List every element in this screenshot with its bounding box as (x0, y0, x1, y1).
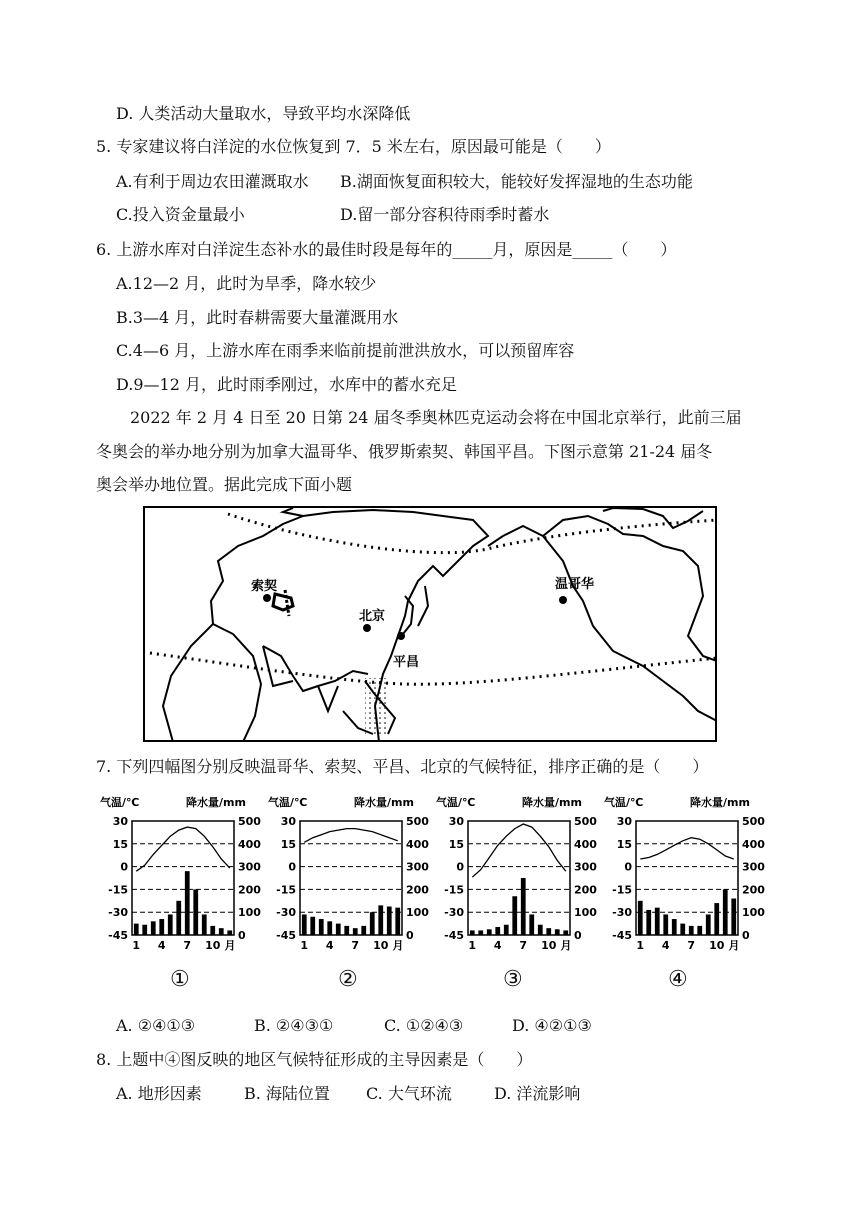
precip-bar (638, 901, 643, 935)
temp-tick-label: -15 (444, 883, 464, 897)
temp-tick-label: -30 (444, 906, 464, 920)
month-unit-label: 月 (728, 939, 740, 952)
month-tick-label: 1 (636, 939, 645, 952)
precip-bar (723, 889, 728, 935)
beijing-label: 北京 (359, 609, 386, 624)
precip-bar (538, 925, 543, 935)
precip-bar (546, 928, 551, 935)
q5-option-b: B.湖面恢复面积较大，能较好发挥湿地的生态功能 (340, 172, 693, 191)
month-tick-label: 7 (519, 939, 528, 952)
q6-option-b: B.3—4 月，此时春耕需要大量灌溉用水 (116, 308, 399, 327)
precip-tick-label: 0 (238, 929, 246, 942)
intro-paragraph-line-1: 2022 年 2 月 4 日至 20 日第 24 届冬季奥林匹克运动会将在中国北京举行，此前三届 (130, 408, 742, 427)
temperature-curve (304, 829, 398, 843)
q8-option-d: D. 洋流影响 (494, 1084, 581, 1103)
chart-marker-2: ② (338, 967, 358, 992)
temp-tick-label: -45 (444, 929, 464, 942)
winter-olympics-host-map (143, 506, 717, 742)
precip-bar (353, 928, 358, 935)
q8-option-c: C. 大气环流 (366, 1084, 452, 1103)
temp-axis-title: 气温/℃ (268, 796, 308, 809)
pyeongchang-marker (397, 632, 405, 640)
precip-bar (302, 914, 307, 935)
precip-axis-title: 降水量/mm (522, 796, 582, 809)
temp-axis-title: 气温/℃ (100, 796, 140, 809)
precip-bar (387, 907, 392, 936)
precip-tick-label: 300 (574, 860, 597, 874)
precip-bar (227, 930, 232, 935)
precip-bar (159, 919, 164, 935)
q4-option-d: D. 人类活动大量取水，导致平均水深降低 (116, 104, 411, 123)
precip-bar (672, 919, 677, 935)
temp-tick-label: 15 (448, 837, 464, 851)
precip-bar (478, 930, 483, 935)
precip-tick-label: 300 (406, 860, 429, 874)
precip-tick-label: 200 (406, 883, 429, 897)
precip-bar (344, 926, 349, 935)
precip-bar (361, 926, 366, 935)
q8-option-a: A. 地形因素 (116, 1084, 202, 1103)
precip-bar (327, 921, 332, 935)
precip-tick-label: 200 (238, 883, 261, 897)
precip-tick-label: 0 (406, 929, 414, 942)
q5-option-d: D.留一部分容积待雨季时蓄水 (340, 205, 550, 224)
precip-tick-label: 400 (574, 837, 597, 851)
beijing-marker (363, 624, 371, 632)
vancouver-label: 温哥华 (555, 577, 595, 592)
temp-tick-label: 30 (616, 815, 632, 828)
precip-tick-label: 200 (574, 883, 597, 897)
q7-option-c: C. ①②④③ (384, 1016, 464, 1035)
precip-bar (495, 927, 500, 935)
q6-option-a: A.12—2 月，此时为旱季，降水较少 (116, 274, 377, 293)
temp-tick-label: 30 (112, 815, 128, 828)
month-tick-label: 1 (300, 939, 309, 952)
month-tick-label: 7 (687, 939, 696, 952)
precip-bar (193, 889, 198, 935)
q5-option-c: C.投入资金量最小 (116, 205, 245, 224)
precip-tick-label: 400 (742, 837, 765, 851)
precip-bar (512, 896, 517, 935)
precip-tick-label: 300 (742, 860, 765, 874)
precip-bar (521, 878, 526, 935)
q7-option-a: A. ②④①③ (116, 1016, 196, 1035)
precip-bar (487, 929, 492, 935)
question-8: 8. 上题中④图反映的地区气候特征形成的主导因素是（ ） (96, 1050, 533, 1069)
temp-tick-label: -45 (108, 929, 128, 942)
plot-frame (468, 821, 570, 935)
precip-tick-label: 0 (742, 929, 750, 942)
month-tick-label: 1 (468, 939, 477, 952)
plot-frame (636, 821, 738, 935)
month-tick-label: 10 (373, 939, 389, 952)
precip-tick-label: 100 (406, 906, 429, 920)
precip-bar (185, 871, 190, 935)
precip-bar (395, 908, 400, 935)
q7-option-b: B. ②④③① (254, 1016, 334, 1035)
precip-bar (714, 903, 719, 935)
chart-marker-1: ① (170, 967, 190, 992)
temp-tick-label: 30 (280, 815, 296, 828)
precip-axis-title: 降水量/mm (186, 796, 246, 809)
plot-frame (300, 821, 402, 935)
precip-bar (706, 914, 711, 935)
pyeongchang-label: 平昌 (393, 655, 420, 670)
month-unit-label: 月 (224, 939, 236, 952)
month-tick-label: 4 (493, 939, 502, 952)
precip-bar (663, 914, 668, 935)
month-tick-label: 4 (661, 939, 670, 952)
precip-bar (504, 925, 509, 935)
sochi-marker (263, 594, 271, 602)
precip-tick-label: 400 (238, 837, 261, 851)
q8-option-b: B. 海陆位置 (244, 1084, 330, 1103)
month-tick-label: 7 (351, 939, 360, 952)
precip-bar (731, 899, 736, 935)
precip-bar (655, 908, 660, 935)
q6-option-c: C.4—6 月，上游水库在雨季来临前提前泄洪放水，可以预留库容 (116, 341, 575, 360)
precip-bar (563, 930, 568, 935)
month-tick-label: 10 (205, 939, 221, 952)
q5-option-a: A.有利于周边农田灌溉取水 (116, 172, 309, 191)
month-unit-label: 月 (392, 939, 404, 952)
temperature-curve (136, 827, 230, 871)
temperature-curve (472, 824, 566, 877)
temp-tick-label: 0 (456, 860, 464, 874)
precip-tick-label: 500 (574, 815, 597, 828)
month-tick-label: 4 (325, 939, 334, 952)
chart-marker-3: ③ (503, 967, 523, 992)
month-tick-label: 10 (709, 939, 725, 952)
plot-frame (132, 821, 234, 935)
climate-chart-4 (604, 793, 772, 952)
precip-tick-label: 500 (406, 815, 429, 828)
precip-bar (202, 914, 207, 935)
temp-tick-label: -15 (612, 883, 632, 897)
precip-bar (378, 905, 383, 935)
precip-tick-label: 400 (406, 837, 429, 851)
temp-tick-label: -45 (276, 929, 296, 942)
q7-option-d: D. ④②①③ (512, 1016, 592, 1035)
climate-chart-1 (100, 793, 268, 952)
precip-bar (646, 910, 651, 935)
month-tick-label: 4 (157, 939, 166, 952)
precip-axis-title: 降水量/mm (354, 796, 414, 809)
precip-tick-label: 200 (742, 883, 765, 897)
precip-bar (134, 924, 139, 935)
precip-bar (168, 914, 173, 935)
temp-tick-label: 0 (120, 860, 128, 874)
precip-bar (310, 917, 315, 935)
intro-paragraph-line-3: 奥会举办地位置。据此完成下面小题 (96, 475, 353, 494)
precip-axis-title: 降水量/mm (690, 796, 750, 809)
temp-axis-title: 气温/℃ (604, 796, 644, 809)
vancouver-marker (559, 596, 567, 604)
temp-tick-label: 30 (448, 815, 464, 828)
precip-tick-label: 500 (238, 815, 261, 828)
temp-axis-title: 气温/℃ (436, 796, 476, 809)
intro-paragraph-line-2: 冬奥会的举办地分别为加拿大温哥华、俄罗斯索契、韩国平昌。下图示意第 21-24 届冬 (96, 442, 713, 461)
temp-tick-label: 15 (112, 837, 128, 851)
precip-bar (142, 925, 147, 935)
precip-bar (697, 926, 702, 935)
precip-tick-label: 500 (742, 815, 765, 828)
precip-bar (529, 914, 534, 935)
month-tick-label: 1 (132, 939, 141, 952)
temp-tick-label: -45 (612, 929, 632, 942)
precip-bar (689, 926, 694, 935)
precip-bar (151, 921, 156, 935)
chart-marker-4: ④ (668, 967, 688, 992)
temp-tick-label: 15 (616, 837, 632, 851)
temp-tick-label: -30 (108, 906, 128, 920)
temp-tick-label: -30 (612, 906, 632, 920)
precip-bar (176, 901, 181, 935)
month-tick-label: 10 (541, 939, 557, 952)
precip-bar (219, 928, 224, 935)
month-tick-label: 7 (183, 939, 192, 952)
temp-tick-label: -30 (276, 906, 296, 920)
temp-tick-label: 0 (288, 860, 296, 874)
ocean-stipple (365, 678, 387, 734)
temp-tick-label: -15 (276, 883, 296, 897)
temp-tick-label: 0 (624, 860, 632, 874)
precip-tick-label: 100 (742, 906, 765, 920)
month-unit-label: 月 (560, 939, 572, 952)
precip-bar (370, 912, 375, 935)
precip-tick-label: 100 (574, 906, 597, 920)
precip-tick-label: 100 (238, 906, 261, 920)
precip-bar (319, 919, 324, 935)
precip-tick-label: 0 (574, 929, 582, 942)
sochi-label: 索契 (251, 579, 278, 594)
precip-bar (555, 929, 560, 935)
precip-bar (470, 930, 475, 935)
question-7: 7. 下列四幅图分别反映温哥华、索契、平昌、北京的气候特征，排序正确的是（ ） (96, 757, 709, 776)
precip-bar (680, 924, 685, 935)
map-frame (144, 507, 716, 741)
precip-tick-label: 300 (238, 860, 261, 874)
precip-bar (210, 926, 215, 935)
temp-tick-label: 15 (280, 837, 296, 851)
climate-chart-3 (436, 793, 604, 952)
climate-chart-2 (268, 793, 436, 952)
question-6: 6. 上游水库对白洋淀生态补水的最佳时段是每年的_____月，原因是_____（ ） (96, 240, 677, 259)
precip-bar (336, 924, 341, 935)
question-5: 5. 专家建议将白洋淀的水位恢复到 7．5 米左右，原因最可能是（ ） (96, 137, 611, 156)
temperature-curve (640, 838, 734, 859)
temp-tick-label: -15 (108, 883, 128, 897)
q6-option-d: D.9—12 月，此时雨季刚过，水库中的蓄水充足 (116, 375, 457, 394)
